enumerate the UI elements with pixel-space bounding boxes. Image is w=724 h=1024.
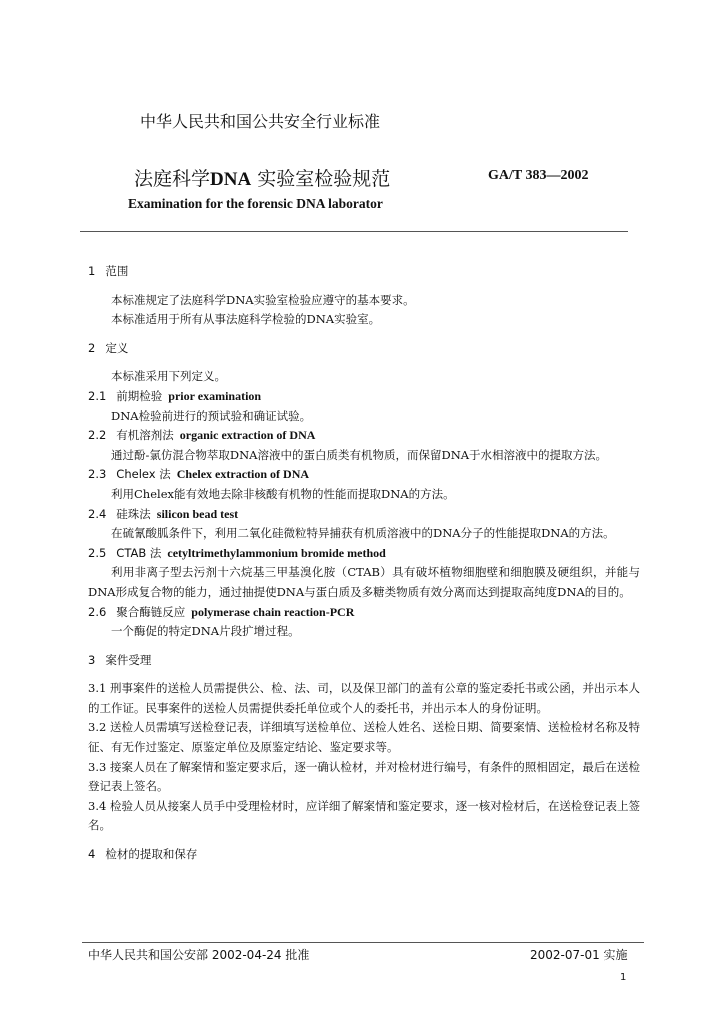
clause: 3.3 接案人员在了解案情和鉴定要求后，逐一确认检材，并对检材进行编号，有条件的照相固定，最后在送检登记表上签名。 [88,759,640,794]
title-suffix: 实验室检验规范 [251,168,391,190]
paragraph: 本标准规定了法庭科学DNA实验室检验应遵守的基本要求。 [111,292,415,307]
paragraph: 本标准适用于所有从事法庭科学检验的DNA实验室。 [111,312,381,327]
definition-heading: 2.2 有机溶剂法 organic extraction of DNA [88,428,316,443]
definition-text: 在硫氰酸胍条件下，利用二氧化硅微粒特异捕获有机质溶液中的DNA分子的性能提取DNA的方法。 [111,526,615,541]
definition-heading: 2.5 CTAB 法 cetyltrimethylammonium bromide method [88,545,386,560]
clause: 3.4 检验人员从接案人员手中受理检材时，应详细了解案情和鉴定要求，逐一核对检材后，在送检登记表上签名。 [88,798,640,833]
definition-heading: 2.3 Chelex 法 Chelex extraction of DNA [88,467,310,482]
issue-date: 中华人民共和国公安部 2002-04-24 批准 [88,948,310,962]
effective-date: 2002-07-01 实施 [530,948,628,962]
definition-heading: 2.4 硅珠法 silicon bead test [88,506,239,521]
definition-text: 一个酶促的特定DNA片段扩增过程。 [111,624,300,639]
definition-text: DNA检验前进行的预试验和确证试验。 [111,408,312,423]
standard-code: GA/T 383—2002 [488,168,589,183]
definition-text: 通过酚-氯仿混合物萃取DNA溶液中的蛋白质类有机物质，而保留DNA于水相溶液中的提取方法。 [111,447,608,462]
document-body [88,262,640,874]
section-heading-2: 2 定义 [88,340,129,355]
standard-category: 中华人民共和国公共安全行业标准 [140,112,381,131]
section-heading-3: 3 案件受理 [88,652,152,667]
clause: 3.1 刑事案件的送检人员需提供公、检、法、司，以及保卫部门的盖有公章的鉴定委托书或公函，并出示本人的工作证。民事案件的送检人员需提供委托单位或个人的委托书，并出示本人的身份证明。 [88,681,640,715]
section-heading-1: 1 范围 [88,264,129,278]
footer-divider [82,942,644,943]
definition-text: 利用非离子型去污剂十六烷基三甲基溴化胺（CTAB）具有破坏植物细胞壁和细胞膜及硬组织，并能与DNA形成复合物的能力，通过抽提使DNA与蛋白质及多糖类物质有效分离而达到提取高纯度DNA的目的。 [88,565,640,599]
definition-heading: 2.6 聚合酶链反应 polymerase chain reaction-PCR [88,604,355,619]
section-heading-4: 4 检材的提取和保存 [88,847,198,862]
clause: 3.2 送检人员需填写送检登记表，详细填写送检单位、送检人姓名、送检日期、简要案情、送检检材名称及特征、有无作过鉴定、原鉴定单位及原鉴定结论、鉴定要求等。 [88,720,640,755]
page-number: 1 [620,972,627,983]
document-title [134,164,390,191]
definition-heading: 2.1 前期检验 prior examination [88,388,262,403]
definition-text: 利用Chelex能有效地去除非核酸有机物的性能而提取DNA的方法。 [111,486,455,501]
title-prefix: 法庭科学 [134,168,211,190]
title-dna: DNA [210,169,252,190]
header-divider [80,231,628,232]
paragraph: 本标准采用下列定义。 [111,369,226,384]
english-title: Examination for the forensic DNA laborator [128,196,383,211]
